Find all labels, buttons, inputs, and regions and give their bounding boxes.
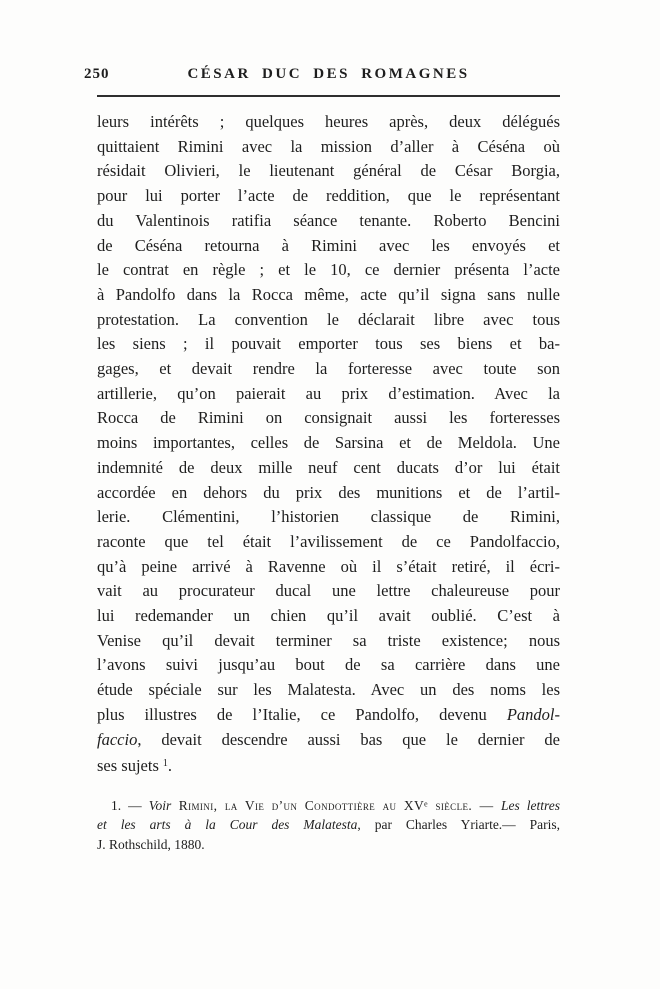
body-line: indemnité de deux mille neuf cent ducats d’or lui était — [97, 457, 560, 477]
body-line: raconte que tel était l’avilissement de ce Pandolfaccio, — [97, 531, 560, 551]
body-line: du Valentinois ratifia séance tenante. Roberto Bencini — [97, 210, 560, 230]
footnote-italic-title: Les lettres — [500, 797, 561, 813]
header-title: CÉSAR DUC DES ROMAGNES — [187, 66, 470, 82]
footnote-voir: Voir — [148, 797, 172, 813]
body-line: les siens ; il pouvait emporter tous ses biens et ba- — [97, 334, 560, 354]
body-text-segment: ses sujets — [97, 756, 159, 776]
body-text-segment: plus illustres de l’Italie, ce Pandolfo, devenu — [97, 704, 507, 724]
body-line: artillerie, qu’on paierait au prix d’estimation. Avec la — [97, 383, 560, 403]
body-line: lui redemander un chien qu’il avait oublié. C’est à — [97, 606, 560, 626]
body-text — [97, 110, 560, 779]
footnote-reference-mark: 1 — [162, 758, 168, 770]
body-text-segment: . — [167, 756, 172, 776]
body-line: Rocca de Rimini on consignait aussi les forteresses — [97, 408, 560, 428]
page-number: 250 — [84, 66, 110, 82]
body-line-pandol — [97, 703, 560, 728]
body-line: Venise qu’il devait terminer sa triste existence; nous — [97, 630, 560, 650]
body-text-segment: , devait descendre aussi bas que le dernier de — [137, 729, 560, 749]
body-line: à Pandolfo dans la Rocca même, acte qu’il signa sans nulle — [97, 284, 560, 304]
body-line-faccio — [97, 728, 560, 753]
body-line: protestation. La convention le déclarait libre avec tous — [97, 309, 560, 329]
footnote-line — [97, 796, 560, 815]
footnote-marker: 1. — — [111, 797, 149, 813]
body-line: l’avons suivi jusqu’au bout de sa carrière dans une — [97, 655, 560, 675]
footnote-italic-title: et les arts à la Cour des Malatesta — [97, 817, 358, 833]
body-line: le contrat en règle ; et le 10, ce dernier présenta l’acte — [97, 260, 560, 280]
body-line: pour lui porter l’acte de reddition, que le représentant — [97, 186, 560, 206]
body-line: vait au procurateur ducal une lettre chaleureuse pour — [97, 581, 560, 601]
body-line-final — [97, 752, 560, 779]
body-line: résidait Olivieri, le lieutenant général de César Borgia, — [97, 161, 560, 181]
footnote-smallcaps-title: Rimini, la Vie d’un Condottière au XVᵉ siècle. — — [171, 797, 501, 813]
running-header — [84, 66, 560, 86]
italic-word-pandol: Pandol- — [506, 704, 560, 724]
footnote — [97, 796, 560, 854]
header-rule — [97, 95, 560, 97]
body-line: de Céséna retourna à Rimini avec les envoyés et — [97, 235, 560, 255]
body-line: qu’à peine arrivé à Ravenne où il s’était retiré, il écri- — [97, 556, 560, 576]
body-line: leurs intérêts ; quelques heures après, deux délégués — [97, 112, 560, 131]
text-block — [84, 66, 561, 854]
body-line: gages, et devait rendre la forteresse avec toute son — [97, 359, 560, 379]
body-line: moins importantes, celles de Sarsina et de Meldola. Une — [97, 433, 560, 453]
footnote-line — [97, 815, 560, 834]
body-line: accordée en dehors du prix des munitions et de l’artil- — [97, 482, 560, 502]
footnote-line: J. Rothschild, 1880. — [97, 836, 205, 852]
body-line: lerie. Clémentini, l’historien classique de Rimini, — [97, 507, 560, 527]
footnote-text-segment: , par Charles Yriarte.— Paris, — [357, 817, 561, 833]
italic-word-faccio: faccio — [97, 729, 138, 749]
body-line: quittaient Rimini avec la mission d’aller à Céséna où — [97, 136, 560, 156]
body-line: étude spéciale sur les Malatesta. Avec un des noms les — [97, 680, 560, 700]
